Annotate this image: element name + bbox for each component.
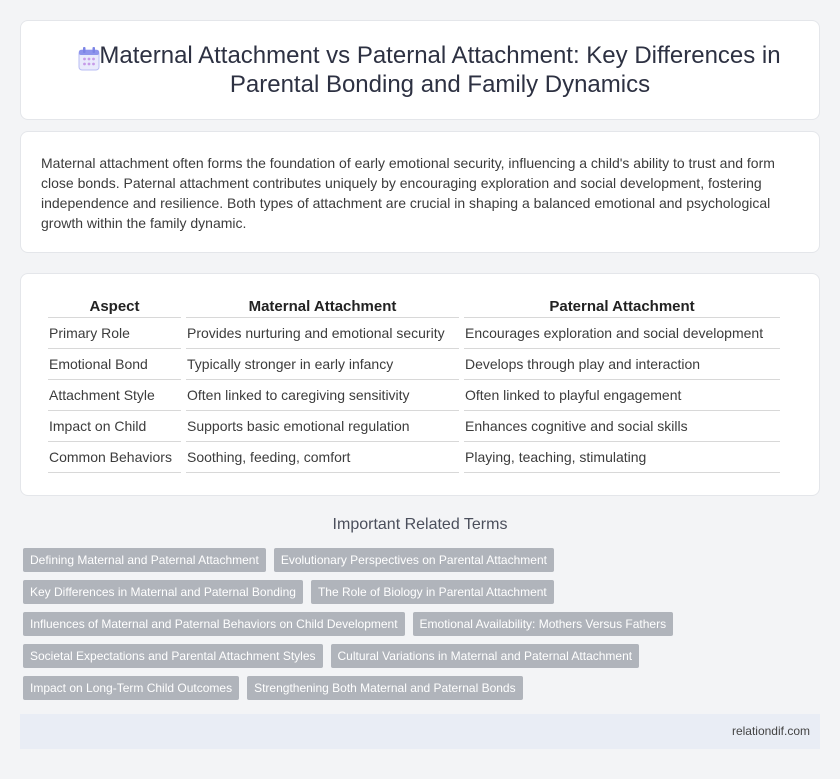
table-cell: Impact on Child — [48, 411, 181, 442]
table-cell: Attachment Style — [48, 380, 181, 411]
related-term-tag[interactable]: Strengthening Both Maternal and Paternal Bonds — [247, 676, 523, 700]
table-cell: Soothing, feeding, comfort — [186, 442, 459, 473]
table-row — [48, 349, 780, 380]
related-term-tag[interactable]: Emotional Availability: Mothers Versus Fathers — [413, 612, 674, 636]
table-row — [48, 442, 780, 473]
table-cell: Typically stronger in early infancy — [186, 349, 459, 380]
column-header-aspect: Aspect — [48, 296, 181, 318]
table-cell: Primary Role — [48, 318, 181, 349]
table-cell: Encourages exploration and social development — [464, 318, 780, 349]
table-cell: Often linked to playful engagement — [464, 380, 780, 411]
related-term-tag[interactable]: Societal Expectations and Parental Attachment Styles — [23, 644, 323, 668]
site-link[interactable]: relationdif.com — [731, 724, 810, 738]
related-term-tag[interactable]: The Role of Biology in Parental Attachment — [311, 580, 554, 604]
intro-card — [20, 131, 820, 253]
column-header-paternal: Paternal Attachment — [464, 296, 780, 318]
table-cell: Often linked to caregiving sensitivity — [186, 380, 459, 411]
related-term-tag[interactable]: Evolutionary Perspectives on Parental Attachment — [274, 548, 554, 572]
comparison-card — [20, 273, 820, 496]
related-term-tag[interactable]: Impact on Long-Term Child Outcomes — [23, 676, 239, 700]
related-term-tag[interactable]: Key Differences in Maternal and Paternal Bonding — [23, 580, 303, 604]
related-terms-heading: Important Related Terms — [332, 516, 508, 533]
table-cell: Playing, teaching, stimulating — [464, 442, 780, 473]
footer-bar — [20, 714, 820, 749]
table-cell: Emotional Bond — [48, 349, 181, 380]
intro-paragraph: Maternal attachment often forms the foundation of early emotional security, influencing a child's ability to trust and form close bonds. Paternal attachment contributes uniquely by encouraging exploration and social development, fostering independence and resilience. Both types of attachment are crucial in shaping a balanced emotional and psychological growth within the family dynamic. — [41, 155, 775, 231]
related-term-tag[interactable]: Influences of Maternal and Paternal Behaviors on Child Development — [23, 612, 405, 636]
table-row — [48, 380, 780, 411]
table-cell: Develops through play and interaction — [464, 349, 780, 380]
table-cell: Common Behaviors — [48, 442, 181, 473]
related-terms-list — [23, 548, 703, 700]
table-cell: Enhances cognitive and social skills — [464, 411, 780, 442]
title-card — [20, 20, 820, 120]
table-header-row — [48, 296, 780, 318]
table-cell: Provides nurturing and emotional security — [186, 318, 459, 349]
column-header-maternal: Maternal Attachment — [186, 296, 459, 318]
table-row — [48, 411, 780, 442]
table-cell: Supports basic emotional regulation — [186, 411, 459, 442]
related-term-tag[interactable]: Defining Maternal and Paternal Attachment — [23, 548, 266, 572]
page-title: Maternal Attachment vs Paternal Attachment: Key Differences in Parental Bonding and Family Dynamics — [99, 42, 781, 98]
related-term-tag[interactable]: Cultural Variations in Maternal and Paternal Attachment — [331, 644, 640, 668]
table-row — [48, 318, 780, 349]
comparison-table — [43, 296, 785, 473]
